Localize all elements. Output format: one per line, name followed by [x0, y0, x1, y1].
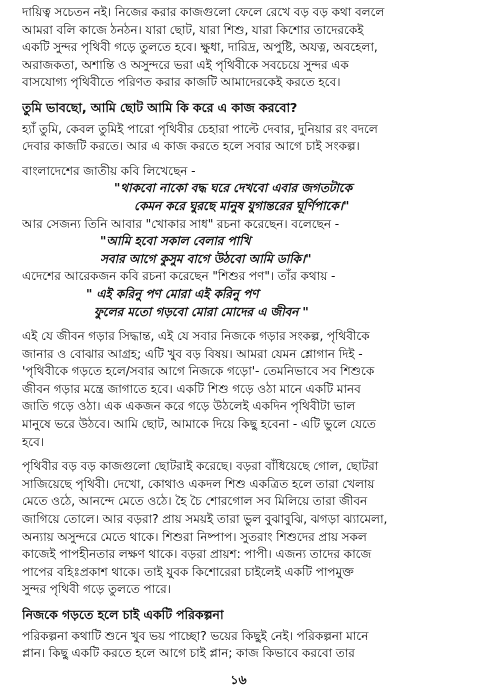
text-line: আমরা বলি কাজে ঠনঠন। যারা ছোট, যারা শিশু, যারা কিশোর তাদেরকেই: [22, 22, 364, 37]
text-line: জাতি গড়ে ওঠা। এক একজন করে গড়ে উঠলেই একদিন পৃথিবীটা ভাল: [22, 399, 356, 414]
paragraph-3: [22, 163, 457, 181]
heading-text: তুমি ভাবছো, আমি ছোট আমি কি করে এ কাজ করবো?: [22, 99, 298, 115]
text-line: একটি সুন্দর পৃথিবী গড়ে তুলতে হবে। ক্ষুধা, দারিদ্র, অপুষ্টি, অযত্ন, অবহেলা,: [22, 40, 378, 55]
text-line: বাসযোগ্য পৃথিবীতে পরিণত করার কাজটি আমাদেরকেই করতে হবে।: [22, 75, 341, 90]
paragraph-6: [22, 328, 457, 451]
poem-line: কেমন করে ঘুরছে মানুষ যুগান্তরের ঘূর্ণিপাকে।": [134, 198, 350, 213]
text-line: আর সেজন্য তিনি আবার "খোকার সাধ" রচনা করেছেন। বলেছেন -: [22, 216, 339, 231]
text-line: মেতে ওঠে, আনন্দে মেতে ওঠে। হৈ চৈ শোরগোল সব মিলিয়ে তারা জীবন: [22, 494, 368, 509]
paragraph-7: [22, 458, 457, 599]
text-line: জানার ও বোঝার আগ্রহ; এটি খুব বড় বিষয়। আমরা যেমন শ্লোগান দিই -: [22, 346, 363, 361]
text-line: পৃথিবীর বড় বড় কাজগুলো ছোটরাই করেছে। বড়রা বাঁধিয়েছে গোল, ছোটরা: [22, 459, 379, 474]
poem-line: "থাকবো নাকো বদ্ধ ঘরে দেখবো এবার জগতটাকে: [114, 181, 353, 196]
text-line: বাংলাদেশের জাতীয় কবি লিখেছেন -: [22, 163, 196, 178]
text-line: পরিকল্পনা কথাটি শুনে খুব ভয় পাচ্ছো? ভয়ের কিছুই নেই। পরিকল্পনা মানে: [22, 628, 369, 643]
heading-text: নিজকে গড়তে হলে চাই একটি পরিকল্পনা: [22, 607, 224, 622]
poem-quote-1: [22, 180, 457, 215]
poem-quote-3: [22, 286, 457, 321]
text-line: মানুষে ভরে উঠবে। আমি ছোট, আমাকে দিয়ে কিছু হবেনা - এটি ভুলে যেতে: [22, 417, 376, 432]
text-line: দেবার কাজটি করতে। আর এ কাজ করতে হলে সবার আগে চাই সংকল্প।: [22, 139, 360, 154]
text-line: অরাজকতা, অশান্তি ও অসুন্দরে ভরা এই পৃথিবীকে সবচেয়ে সুন্দর এক: [22, 57, 349, 72]
page-number: ১৬: [230, 672, 247, 687]
text-line: দায়িত্ব সচেতন নই। নিজের করার কাজগুলো ফেলে রেখে বড় বড় কথা বললে: [22, 5, 385, 19]
text-line: কাজেই পাপহীনতার লক্ষণ থাকে। বড়রা প্রায়শ: পাপী। এজন্য তাদের কাজে: [22, 547, 372, 562]
text-line: অন্যায় অসুন্দরে মেতে থাকে। শিশুরা নিষ্পাপ। সুতরাং শিশুদের প্রায় সকল: [22, 529, 367, 544]
section-heading-plan: [22, 606, 457, 624]
poem-line: ফুলের মতো গড়বো মোরা মোদের এ জীবন ": [94, 304, 309, 319]
paragraph-1: [22, 4, 457, 92]
text-line: সুন্দর পৃথিবী গড়ে তুলতে পারে।: [22, 582, 171, 597]
paragraph-2: [22, 121, 457, 156]
text-line: এদেশের আরেকজন কবি রচনা করেছেন "শিশুর পণ"। তাঁর কথায় -: [22, 269, 336, 284]
paragraph-5: [22, 268, 457, 286]
section-heading-question: [22, 99, 457, 117]
text-line: 'পৃথিবীকে গড়তে হলে/সবার আগে নিজকে গড়ো'- তেমনিভাবে সব শিশুকে: [22, 364, 375, 379]
text-line: জীবন গড়ার মন্ত্রে জাগাতে হবে। একটি শিশু গড়ে ওঠা মানে একটি মানব: [22, 381, 361, 396]
poem-line: সবার আগে কুসুম বাগে উঠবো আমি ডাকি।": [100, 251, 312, 266]
paragraph-8: [22, 628, 457, 663]
text-line: পাপের বহিঃপ্রকাশ থাকে। তাই যুবক কিশোরেরা চাইলেই একটি পাপমুক্ত: [22, 564, 354, 579]
poem-line: "আমি হবো সকাল বেলার পাখি: [100, 234, 251, 249]
poem-line: " এই করিনু পণ মোরা এই করিনু পণ: [86, 286, 259, 301]
text-line: এই যে জীবন গড়ার সিদ্ধান্ত, এই যে সবার নিজকে গড়ার সংকল্প, পৃথিবীকে: [22, 329, 370, 344]
text-line: প্লান। কিছু একটি করতে হলে আগে চাই প্লান; কাজ কিভাবে করবো তার: [22, 646, 355, 661]
text-line: সাজিয়েছে পৃথিবী। দেখো, কোথাও একদল শিশু একত্রিত হলে তারা খেলায়: [22, 476, 375, 491]
paragraph-4: [22, 216, 457, 234]
text-line: জাগিয়ে তোলে। আর বড়রা? প্রায় সময়ই তারা ভুল বুঝাবুঝি, ঝগড়া ঝ্যামেলা,: [22, 512, 388, 527]
text-line: হ্যাঁ তুমি, কেবল তুমিই পারো পৃথিবীর চেহারা পাল্টে দেবার, দুনিয়ার রং বদলে: [22, 121, 378, 136]
poem-quote-2: [22, 233, 457, 268]
text-line: হবে।: [22, 434, 44, 449]
